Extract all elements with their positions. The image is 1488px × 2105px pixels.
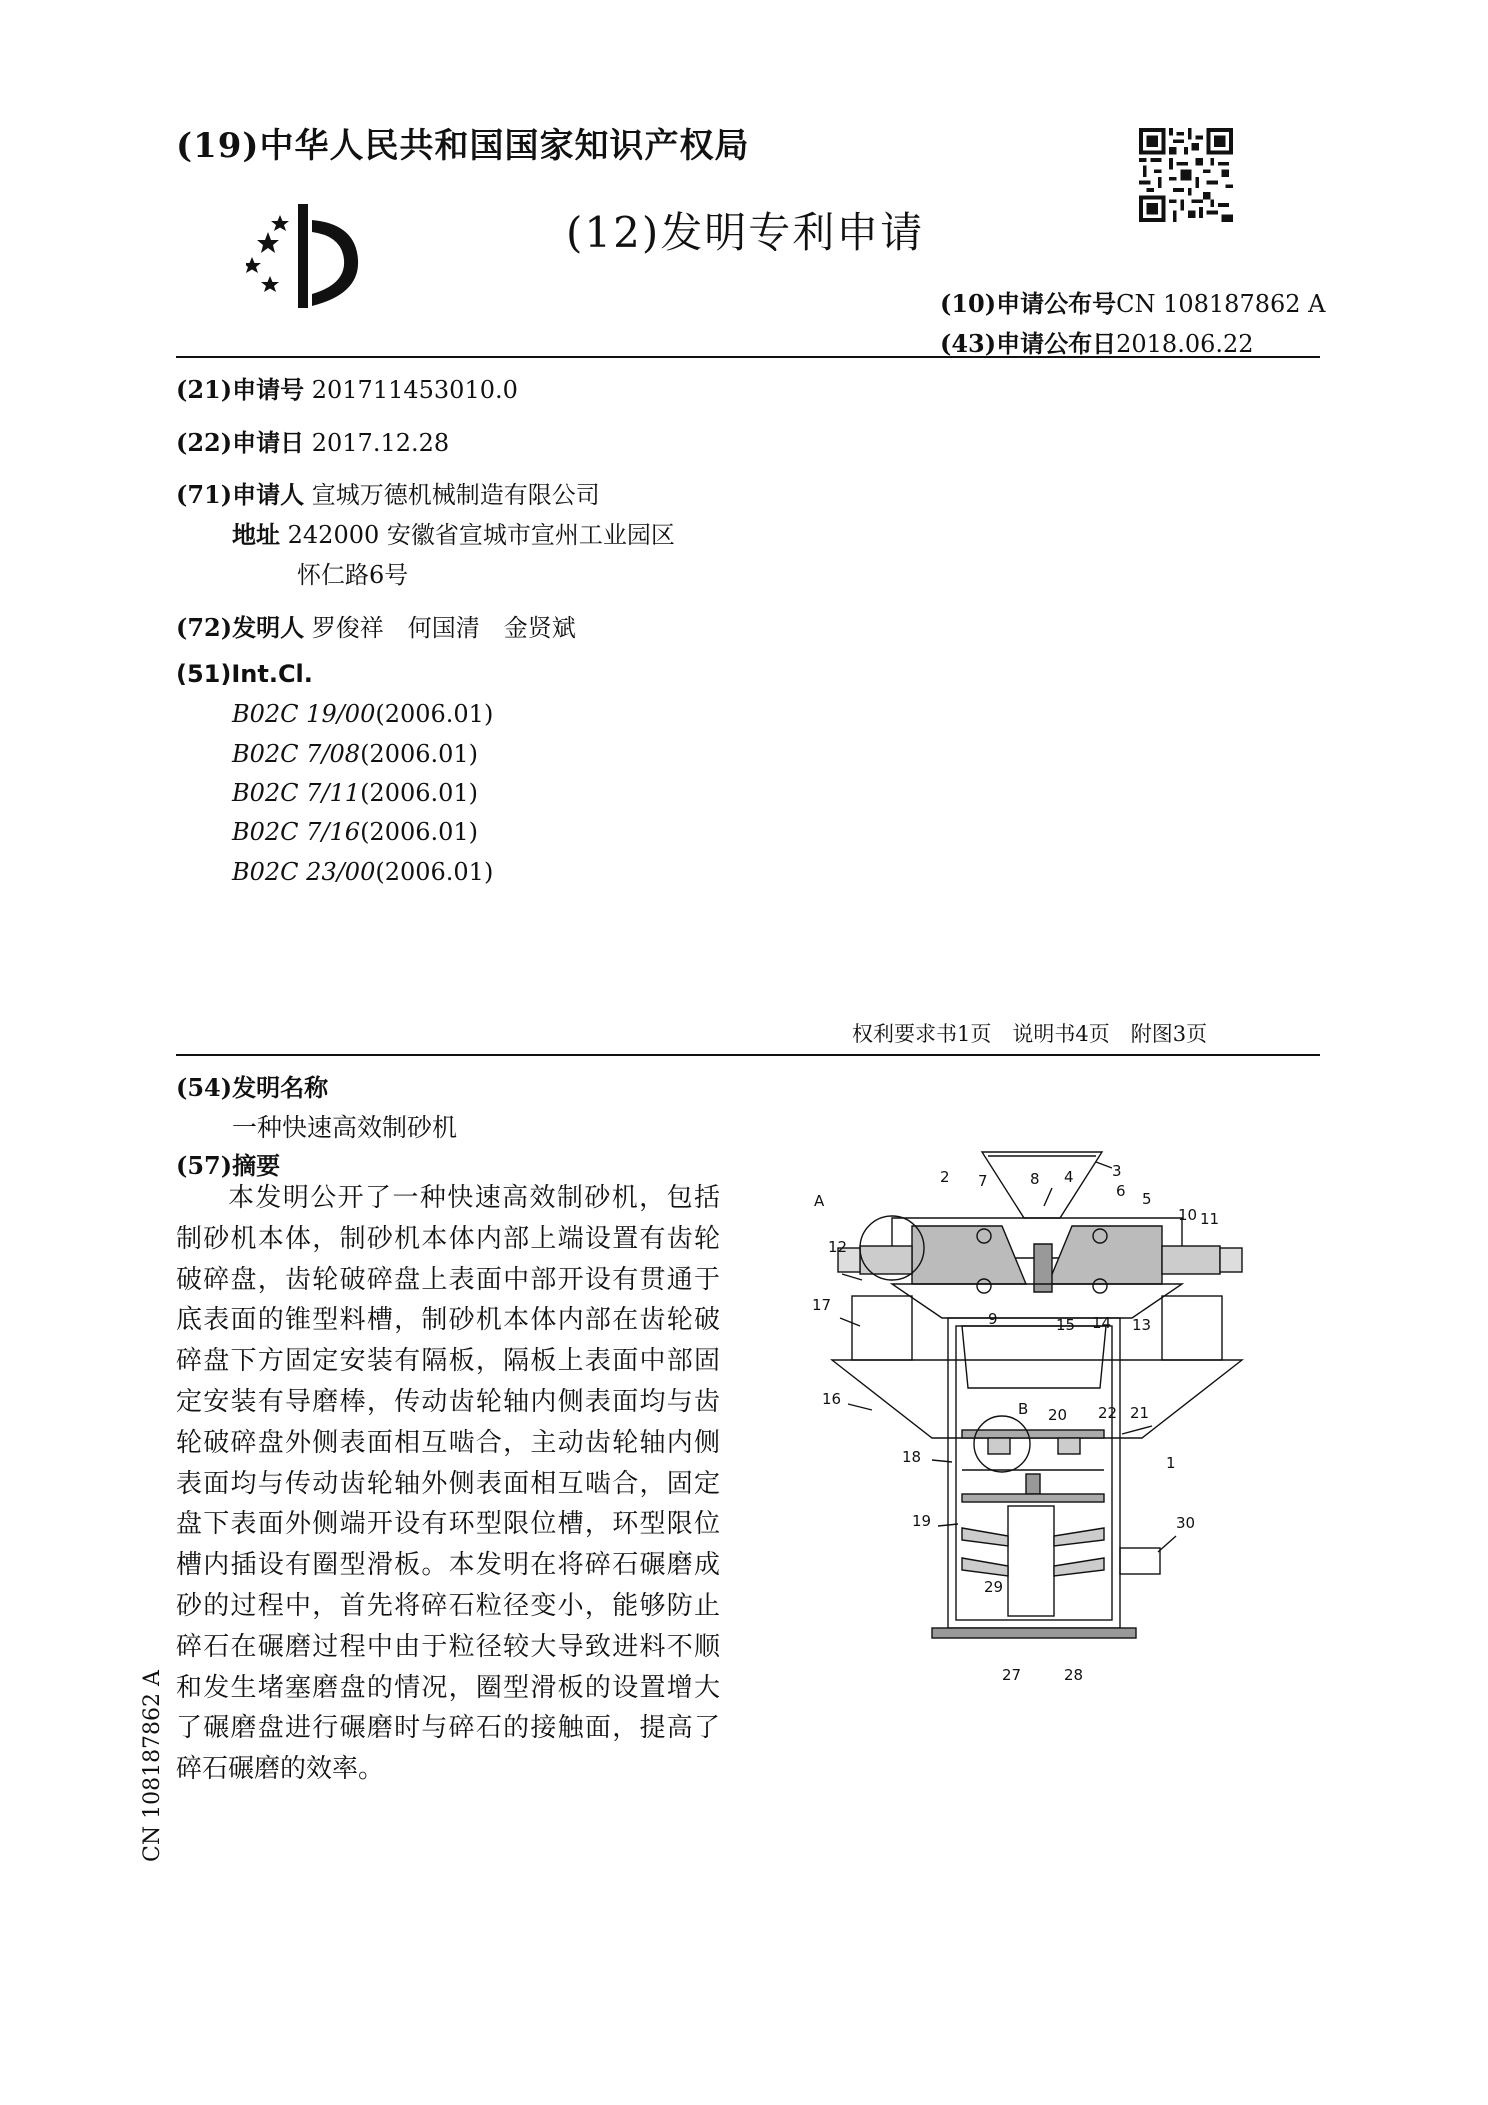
ipc-class: B02C 7/16(2006.01) [232,818,479,846]
cnipa-logo-icon [246,202,386,310]
publication-number: CN 108187862 A [1116,290,1326,318]
figure-label: 5 [1142,1190,1152,1208]
section-divider [176,1054,1320,1056]
inventor-label: (72)发明人 [176,613,305,642]
figure-label: 16 [822,1390,842,1408]
figure-label: 10 [1178,1206,1198,1224]
abstract-label: (57)摘要 [176,1151,281,1180]
application-number: 201711453010.0 [311,376,518,404]
ipc-class: B02C 7/08(2006.01) [232,740,479,768]
machine-drawing [812,1148,1254,1684]
publication-date-row [940,324,1254,359]
figure-label: 11 [1200,1210,1220,1228]
application-date: 2017.12.28 [311,429,450,457]
figure-label: 17 [812,1296,832,1314]
applicant-row [176,475,600,510]
publication-number-label: (10)申请公布号 [940,289,1117,318]
figure-label: 22 [1098,1404,1118,1422]
applicant-label: (71)申请人 [176,480,305,509]
figure-label: 14 [1092,1314,1112,1332]
figure-label: 13 [1132,1316,1152,1334]
figure-label: 2 [940,1168,950,1186]
figure-label: 3 [1112,1162,1122,1180]
address-line-1: 242000 安徽省宣城市宣州工业园区 [287,521,675,549]
application-date-row [176,423,449,458]
figure-label: 12 [828,1238,848,1256]
figure-label: 6 [1116,1182,1126,1200]
abstract-text: 本发明公开了一种快速高效制砂机，包括制砂机本体，制砂机本体内部上端设置有齿轮破碎盘，齿轮破碎盘上表面中部开设有贯通于底表面的锥型料槽，制砂机本体内部在齿轮破碎盘下方固定安装有隔板，隔板上表面中部固定安装有导磨棒，传动齿轮轴内侧表面均与齿轮破碎盘外侧表面相互啮合，主动齿轮轴内侧表面均与传动齿轮轴外侧表面相互啮合，固定盘下表面外侧端开设有环型限位槽，环型限位槽内插设有圈型滑板。本发明在将碎石碾磨成砂的过程中，首先将碎石粒径变小，能够防止碎石在碾磨过程中由于粒径较大导致进料不顺和发生堵塞磨盘的情况，圈型滑板的设置增大了碾磨盘进行碾磨时与碎石的接触面，提高了碎石碾磨的效率。 [176,1183,720,1785]
application-number-label: (21)申请号 [176,375,305,404]
figure-label: 20 [1048,1406,1068,1424]
ipc-class: B02C 23/00(2006.01) [232,858,494,886]
figure-label: 4 [1064,1168,1074,1186]
applicant: 宣城万德机械制造有限公司 [311,481,600,509]
figure-label: 29 [984,1578,1004,1596]
figure-label: 18 [902,1448,922,1466]
ipc-class: B02C 7/11(2006.01) [232,779,479,807]
page-count: 权利要求书1页 说明书4页 附图3页 [852,1022,1208,1046]
figure-label: 21 [1130,1404,1150,1422]
figure-label: 1 [1166,1454,1176,1472]
application-number-row [176,370,518,405]
figure-label: 30 [1176,1514,1196,1532]
application-date-label: (22)申请日 [176,428,305,457]
figure-label: 28 [1064,1666,1084,1684]
figure-label: 8 [1030,1170,1040,1188]
figure-label: 9 [988,1310,998,1328]
publication-number-row [940,284,1326,319]
side-publication-number: CN 108187862 A [140,1670,165,1862]
header-divider [176,356,1320,358]
qr-code-icon [1139,128,1233,222]
inventor-row [176,608,576,643]
figure-label: 19 [912,1512,932,1530]
figure-label: 7 [978,1172,988,1190]
address-row [232,515,675,550]
invention-title: 一种快速高效制砂机 [232,1113,458,1142]
figure-label: 27 [1002,1666,1022,1684]
publication-date: 2018.06.22 [1116,330,1254,358]
publication-date-label: (43)申请公布日 [940,329,1117,358]
int-cl-label: (51)Int.Cl. [176,660,313,688]
figure-label: B [1018,1400,1029,1418]
figure-label: A [814,1192,825,1210]
title-label: (54)发明名称 [176,1073,329,1102]
address-label: 地址 [232,520,280,549]
document-type: (12)发明专利申请 [566,208,925,257]
address-line-2: 怀仁路6号 [297,561,409,589]
inventors: 罗俊祥 何国清 金贤斌 [311,614,576,642]
figure-label: 15 [1056,1316,1076,1334]
ipc-class: B02C 19/00(2006.01) [232,700,494,728]
office-name: (19)中华人民共和国国家知识产权局 [176,126,750,166]
